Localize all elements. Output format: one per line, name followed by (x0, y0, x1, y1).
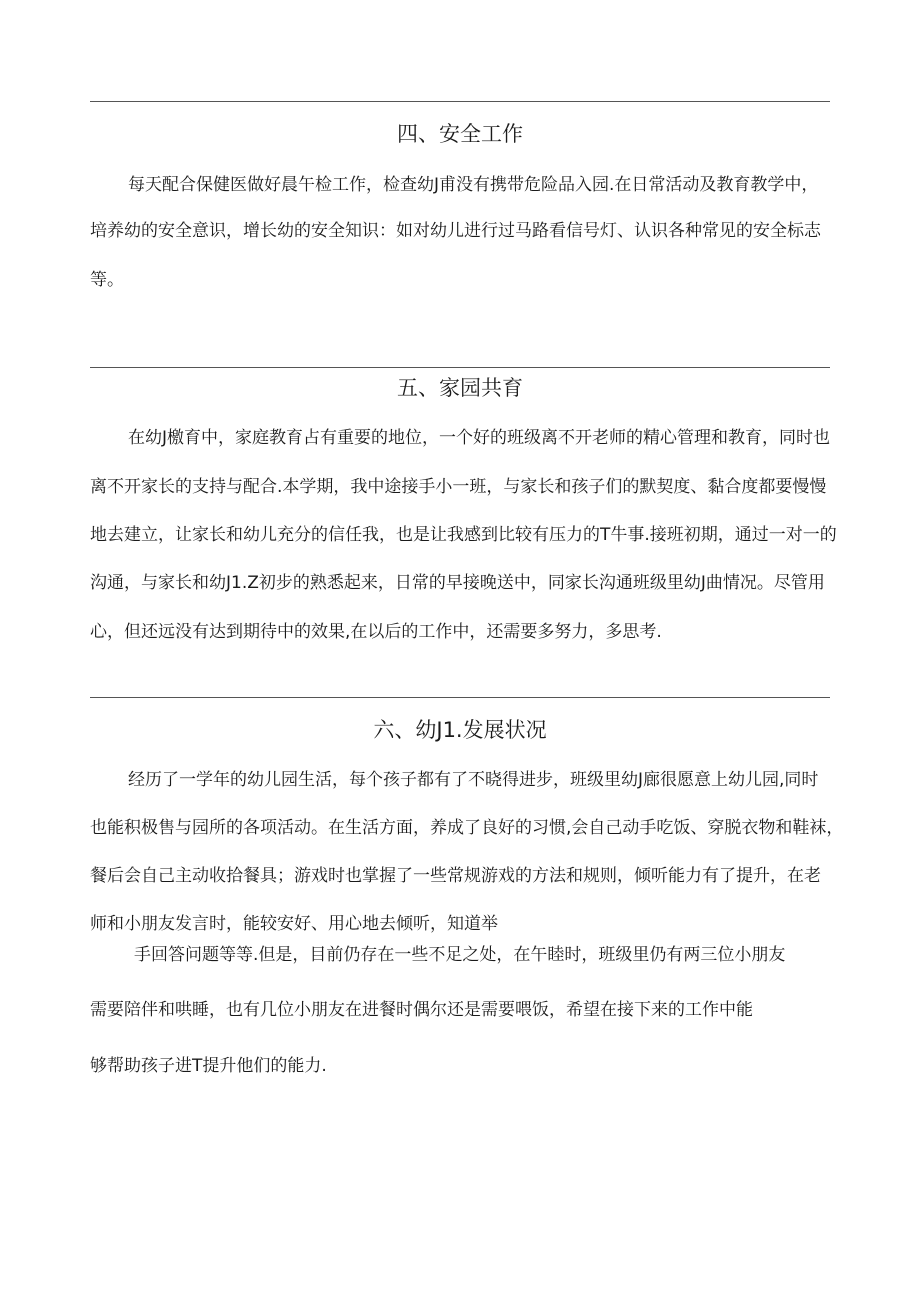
section-heading-child-development: 六、幼J1.发展状况 (373, 718, 547, 742)
paragraph-line: 地去建立，让家长和幼儿充分的信任我，也是让我感到比较有压力的T牛事.接班初期，通过一对一的 (90, 525, 837, 545)
paragraph-line: 离不开家长的支持与配合.本学期，我中途接手小一班，与家长和孩子们的默契度、黏合度都要慢慢 (90, 477, 827, 497)
paragraph-line: 等。 (90, 270, 124, 290)
paragraph-line: 培养幼的安全意识，增长幼的安全知识：如对幼儿进行过马路看信号灯、认识各种常见的安全标志 (90, 221, 821, 241)
paragraph-line: 手回答问题等等.但是，目前仍存在一些不足之处，在午睦时，班级里仍有两三位小朋友 (134, 945, 786, 965)
paragraph-line: 需要陪伴和哄睡，也有几位小朋友在进餐时偶尔还是需要喂饭，希望在接下来的工作中能 (90, 1000, 753, 1020)
section-divider (90, 697, 830, 698)
section-heading-safety: 四、安全工作 (397, 122, 523, 146)
paragraph-line: 沟通，与家长和幼J1.Z初步的熟悉起来，日常的早接晚送中，同家长沟通班级里幼J曲情况。尽管用 (90, 573, 825, 593)
paragraph-line: 够帮助孩子进T提升他们的能力. (90, 1056, 327, 1076)
paragraph-line: 餐后会自己主动收拾餐具；游戏时也掌握了一些常规游戏的方法和规则，倾听能力有了提升，在老 (90, 866, 821, 886)
paragraph-line: 经历了一学年的幼儿园生活，每个孩子都有了不晓得进步，班级里幼J廊很愿意上幼儿园,同时 (128, 770, 819, 790)
paragraph-line: 也能积极售与园所的各项活动。在生活方面，养成了良好的习惯,会自己动手吃饭、穿脱衣物和鞋袜， (90, 818, 844, 838)
paragraph-line: 心，但还远没有达到期待中的效果,在以后的工作中，还需要多努力，多思考. (90, 622, 662, 642)
paragraph-line: 师和小朋友发言时，能较安好、用心地去倾听，知道举 (90, 914, 498, 934)
section-divider (90, 367, 830, 368)
section-heading-home-school: 五、家园共育 (397, 376, 523, 400)
paragraph-line: 在幼J檄育中，家庭教育占有重要的地位，一个好的班级离不开老师的精心管理和教育，同时也 (128, 428, 831, 448)
section-divider (90, 101, 830, 102)
paragraph-line: 每天配合保健医做好晨午检工作，检查幼J甫没有携带危险品入园.在日常活动及教育教学中， (128, 175, 819, 195)
